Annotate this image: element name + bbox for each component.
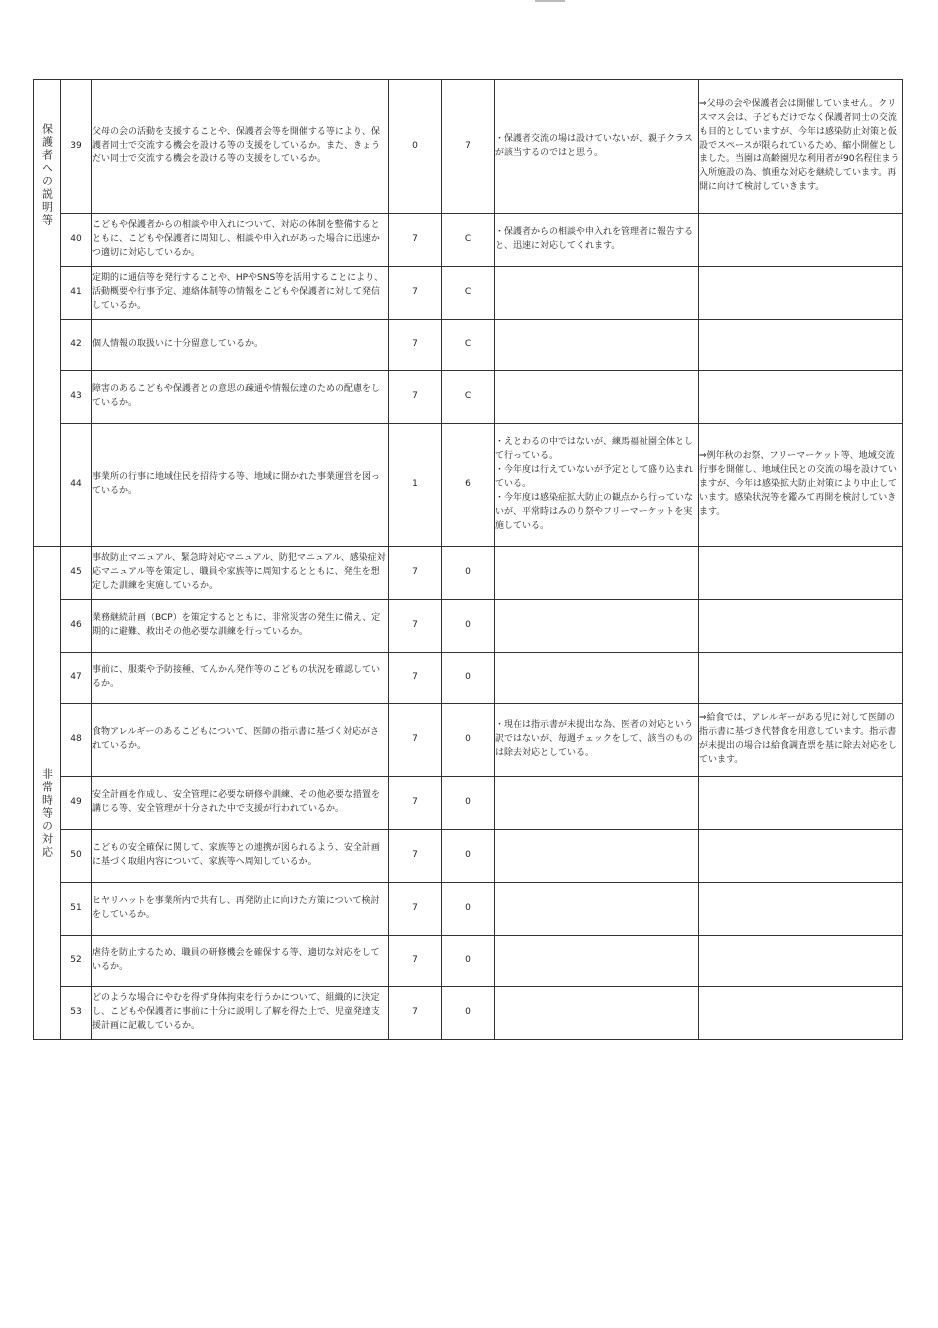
yes-count: 0 — [389, 80, 442, 214]
guardian-comment — [495, 987, 699, 1040]
guardian-comment — [495, 653, 699, 704]
item-number: 48 — [61, 704, 92, 777]
item-number: 46 — [61, 600, 92, 653]
table-row — [34, 80, 903, 214]
comment-line: ・今年度は行えていないが予定として盛り込まれている。 — [495, 465, 694, 490]
table-body — [34, 80, 903, 1040]
item-question: 個人情報の取扱いに十分留意しているか。 — [92, 320, 389, 371]
section-emergency — [34, 547, 61, 1040]
yes-count: 7 — [389, 371, 442, 424]
yes-count: 7 — [389, 600, 442, 653]
facility-response — [699, 936, 903, 987]
no-count: 7 — [442, 80, 495, 214]
item-number: 47 — [61, 653, 92, 704]
no-count: 0 — [442, 600, 495, 653]
table-row — [34, 371, 903, 424]
facility-response — [699, 830, 903, 883]
guardian-comment — [495, 600, 699, 653]
guardian-comment — [495, 371, 699, 424]
comment-line: ・えとわるの中ではないが、練馬福祉園全体として行っている。 — [495, 437, 694, 462]
yes-count: 7 — [389, 987, 442, 1040]
item-question: 虐待を防止するため、職員の研修機会を確保する等、適切な対応をしているか。 — [92, 936, 389, 987]
guardian-comment — [495, 777, 699, 830]
item-question: 食物アレルギーのあるこどもについて、医師の指示書に基づく対応がされているか。 — [92, 704, 389, 777]
no-count: C — [442, 371, 495, 424]
guardian-comment — [495, 80, 699, 214]
yes-count: 1 — [389, 424, 442, 547]
evaluation-table — [33, 79, 903, 1040]
section-label: 保護者への説明等 — [40, 123, 54, 227]
facility-response — [699, 883, 903, 936]
facility-response — [699, 267, 903, 320]
facility-response — [699, 600, 903, 653]
response-line: ⇒父母の会や保護者会は開催していません。クリスマス会は、子どもだけでなく保護者同士の交流も目的としていますが、今年は感染防止対策と仮設でスペースが限られているため、縮小開催としました。当園は高齢園児な利用者が90名程住まう入所施設の為、慎重な対応を継続しています。再開に向けて検討していきます。 — [699, 98, 900, 193]
section-label: 非常時等の対応 — [40, 767, 54, 859]
guardian-comment — [495, 883, 699, 936]
yes-count: 7 — [389, 267, 442, 320]
no-count: C — [442, 320, 495, 371]
item-question: 事業所の行事に地域住民を招待する等、地域に開かれた事業運営を図っているか。 — [92, 424, 389, 547]
yes-count: 7 — [389, 320, 442, 371]
no-count: 0 — [442, 653, 495, 704]
item-number: 39 — [61, 80, 92, 214]
table-row — [34, 883, 903, 936]
item-question: 定期的に通信等を発行することや、HPやSNS等を活用することにより、活動概要や行事予定、連絡体制等の情報をこどもや保護者に対して発信しているか。 — [92, 267, 389, 320]
yes-count: 7 — [389, 883, 442, 936]
table-row — [34, 547, 903, 600]
item-question: こどもや保護者からの相談や申入れについて、対応の体制を整備するとともに、こどもや保護者に周知し、相談や申入れがあった場合に迅速かつ適切に対応しているか。 — [92, 214, 389, 267]
table-row — [34, 830, 903, 883]
item-number: 41 — [61, 267, 92, 320]
item-number: 51 — [61, 883, 92, 936]
no-count: 0 — [442, 936, 495, 987]
response-line: ⇒例年秋のお祭、フリーマーケット等、地域交流行事を開催し、地域住民との交流の場を設けていますが、今年は感染拡大防止対策により中止しています。感染状況等を鑑みて再開を検討していきます。 — [699, 451, 898, 517]
table-row — [34, 424, 903, 547]
no-count: C — [442, 267, 495, 320]
yes-count: 7 — [389, 214, 442, 267]
guardian-comment — [495, 320, 699, 371]
item-question: 障害のあるこどもや保護者との意思の疎通や情報伝達のための配慮をしているか。 — [92, 371, 389, 424]
table-row — [34, 936, 903, 987]
table-row — [34, 600, 903, 653]
guardian-comment — [495, 936, 699, 987]
guardian-comment — [495, 267, 699, 320]
item-number: 40 — [61, 214, 92, 267]
item-number: 50 — [61, 830, 92, 883]
facility-response — [699, 80, 903, 214]
facility-response — [699, 214, 903, 267]
guardian-comment — [495, 214, 699, 267]
item-question: 業務継続計画（BCP）を策定するとともに、非常災害の発生に備え、定期的に避難、救出その他必要な訓練を行っているか。 — [92, 600, 389, 653]
no-count: 0 — [442, 704, 495, 777]
yes-count: 7 — [389, 830, 442, 883]
no-count: 0 — [442, 547, 495, 600]
yes-count: 7 — [389, 547, 442, 600]
table-row — [34, 320, 903, 371]
item-question: 安全計画を作成し、安全管理に必要な研修や訓練、その他必要な措置を講じる等、安全管理が十分された中で支援が行われているか。 — [92, 777, 389, 830]
item-number: 53 — [61, 987, 92, 1040]
item-number: 43 — [61, 371, 92, 424]
guardian-comment — [495, 547, 699, 600]
item-number: 45 — [61, 547, 92, 600]
item-question: 事前に、服薬や予防接種、てんかん発作等のこどもの状況を確認しているか。 — [92, 653, 389, 704]
item-number: 52 — [61, 936, 92, 987]
facility-response — [699, 424, 903, 547]
guardian-comment — [495, 424, 699, 547]
table-row — [34, 777, 903, 830]
facility-response — [699, 371, 903, 424]
facility-response — [699, 320, 903, 371]
no-count: C — [442, 214, 495, 267]
facility-response — [699, 704, 903, 777]
facility-response — [699, 547, 903, 600]
no-count: 6 — [442, 424, 495, 547]
no-count: 0 — [442, 830, 495, 883]
facility-response — [699, 777, 903, 830]
yes-count: 7 — [389, 653, 442, 704]
item-question: こどもの安全確保に関して、家族等との連携が図られるよう、安全計画に基づく取組内容について、家族等へ周知しているか。 — [92, 830, 389, 883]
facility-response — [699, 987, 903, 1040]
item-question: 事故防止マニュアル、緊急時対応マニュアル、防犯マニュアル、感染症対応マニュアル等を策定し、職員や家族等に周知するとともに、発生を想定した訓練を実施しているか。 — [92, 547, 389, 600]
response-line: ⇒給食では、アレルギーがある児に対して医師の指示書に基づき代替食を用意しています。指示書が未提出の場合は給食調査票を基に除去対応をしています。 — [699, 713, 898, 765]
table-row — [34, 704, 903, 777]
facility-response — [699, 653, 903, 704]
table-row — [34, 214, 903, 267]
comment-line: ・保護者からの相談や申入れを管理者に報告すると、迅速に対応してくれます。 — [495, 227, 694, 251]
no-count: 0 — [442, 777, 495, 830]
item-question: ヒヤリハットを事業所内で共有し、再発防止に向けた方策について検討をしているか。 — [92, 883, 389, 936]
guardian-comment — [495, 830, 699, 883]
no-count: 0 — [442, 987, 495, 1040]
comment-line: ・保護者交流の場は設けていないが、親子クラスが該当するのではと思う。 — [495, 133, 693, 158]
comment-line: ・現在は指示書が未提出な為、医者の対応という訳ではないが、毎週チェックをして、該当のものは除去対応としている。 — [495, 720, 694, 758]
table-row — [34, 267, 903, 320]
yes-count: 7 — [389, 936, 442, 987]
item-number: 42 — [61, 320, 92, 371]
item-number: 44 — [61, 424, 92, 547]
section-guardian — [34, 80, 61, 547]
table-row — [34, 987, 903, 1040]
yes-count: 7 — [389, 777, 442, 830]
item-number: 49 — [61, 777, 92, 830]
guardian-comment — [495, 704, 699, 777]
item-question: どのような場合にやむを得ず身体拘束を行うかについて、組織的に決定し、こどもや保護者に事前に十分に説明し了解を得た上で、児童発達支援計画に記載しているか。 — [92, 987, 389, 1040]
item-question: 父母の会の活動を支援することや、保護者会等を開催する等により、保護者同士で交流する機会を設ける等の支援をしているか。また、きょうだい同士で交流する機会を設ける等の支援をしているか。 — [92, 80, 389, 214]
no-count: 0 — [442, 883, 495, 936]
yes-count: 7 — [389, 704, 442, 777]
page-top-mark — [535, 0, 565, 2]
table-row — [34, 653, 903, 704]
comment-line: ・今年度は感染症拡大防止の観点から行っていないが、平常時はみのり祭やフリーマーケットを実施している。 — [495, 492, 694, 531]
